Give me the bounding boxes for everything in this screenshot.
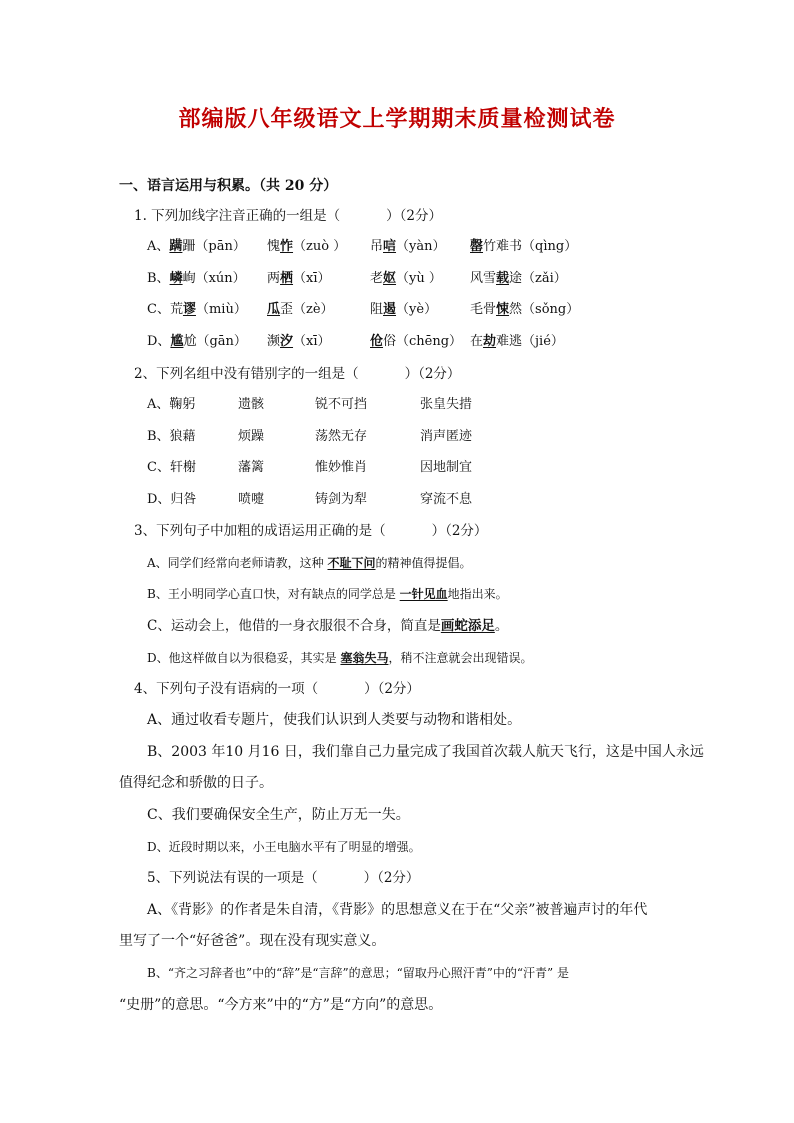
option-text: 毛骨: [470, 302, 497, 317]
option-text: C、荒: [147, 302, 183, 317]
question-1-option-item: [370, 333, 462, 351]
underlined-character: 悚: [496, 302, 510, 317]
option-text: 风雪: [470, 271, 497, 286]
option-text: ，稍不注意就会出现错误。: [388, 651, 533, 665]
question-1-option-item: [147, 270, 246, 288]
underlined-character: 罄: [470, 239, 484, 254]
option-text: 吊: [370, 239, 384, 254]
option-text: （xī）: [293, 334, 331, 349]
question-2-option-item: C、轩榭: [147, 460, 196, 475]
question-3-option: [147, 649, 532, 667]
option-text: 愧: [267, 239, 281, 254]
option-text: 难逃（jié）: [496, 334, 564, 349]
option-text: C、运动会上，他借的一身衣服很不合身，简直是: [147, 618, 441, 634]
question-2-option-item: A、鞠躬: [147, 397, 196, 412]
question-4-text: 4、下列句子没有语病的一项（: [134, 681, 319, 697]
underlined-character: 栖: [280, 271, 294, 286]
option-text: A、: [147, 239, 170, 254]
option-text: 跚（pān）: [182, 239, 246, 254]
question-3-option: [147, 554, 472, 572]
question-1-option-item: [267, 238, 346, 256]
underlined-character: 伧: [370, 334, 384, 349]
question-2-stem: [134, 365, 460, 383]
option-text: 地指出来。: [447, 587, 508, 601]
underlined-character: 载: [496, 271, 510, 286]
option-text: 竹难书（qìng）: [483, 239, 578, 254]
option-text: 尬（gān）: [183, 334, 247, 349]
option-text: D、: [147, 334, 171, 349]
question-1-option-item: [267, 301, 334, 319]
question-4-option-b: B、2003 年10 月16 日，我们靠自己力量完成了我国首次载人航天飞行，这是中国人永远: [147, 744, 704, 760]
option-text: 濒: [267, 334, 281, 349]
underlined-character: 谬: [182, 302, 196, 317]
option-text: A、同学们经常向老师请教，这种: [147, 556, 328, 570]
question-1-option-item: [470, 238, 577, 256]
question-4-option-c: C、我们要确保安全生产，防止万无一失。: [147, 807, 410, 823]
option-text: （yàn）: [396, 239, 446, 254]
underlined-character: 汐: [280, 334, 294, 349]
bold-idiom: 一针见血: [399, 587, 448, 601]
option-text: 峋（xún）: [182, 271, 246, 286]
page-title: 部编版八年级语文上学期期末质量检测试卷: [178, 106, 616, 132]
question-2-option-item: D、归咎: [147, 492, 197, 507]
question-2-option-item: 喷嚏: [238, 492, 265, 507]
section-heading: 一、语言运用与积累。（共 20 分）: [119, 178, 338, 194]
option-text: 两: [267, 271, 281, 286]
question-1-option-item: [267, 270, 331, 288]
question-1-option-item: [470, 270, 567, 288]
question-3-stem: [134, 522, 487, 540]
question-1-text: 1. 下列加线字注音正确的一组是（: [134, 208, 341, 224]
question-2-score: ）（2分）: [404, 366, 461, 382]
question-1-option-item: [370, 238, 446, 256]
question-3-option: [147, 617, 508, 635]
question-4-score: ）（2分）: [364, 681, 420, 697]
option-text: B、王小明同学心直口快，对有缺点的同学总是: [147, 587, 400, 601]
question-1-option-item: [147, 333, 247, 351]
question-5-option-b-cont: “史册”的意思。“今方来”中的“方”是“方向”的意思。: [119, 997, 443, 1013]
underlined-character: 怍: [280, 239, 294, 254]
question-2-option-item: 消声匿迹: [420, 429, 473, 444]
underlined-character: 瓜: [267, 302, 281, 317]
option-text: 。: [494, 618, 509, 634]
question-4-stem: [134, 680, 420, 698]
question-1-option-item: [470, 301, 579, 319]
option-text: （xī）: [293, 271, 331, 286]
question-1-option-item: [470, 333, 564, 351]
question-1-option-item: [147, 301, 247, 319]
question-3-score: ）（2分）: [431, 523, 488, 539]
option-text: （yù ）: [396, 271, 442, 286]
underlined-character: 尴: [170, 334, 184, 349]
option-text: 在: [470, 334, 484, 349]
option-text: （miù）: [195, 302, 247, 317]
question-5-score: ）（2分）: [363, 870, 420, 886]
underlined-character: 遏: [383, 302, 397, 317]
question-3-option: [147, 585, 508, 603]
option-text: 然（sǒng）: [509, 302, 580, 317]
question-2-option-item: 荡然无存: [315, 429, 368, 444]
option-text: D、他这样做自以为很稳妥，其实是: [147, 651, 341, 665]
underlined-character: 唁: [383, 239, 397, 254]
question-5-option-a: A、《背影》的作者是朱自清，《背影》的思想意义在于在“父亲”被普遍声讨的年代: [147, 902, 648, 918]
option-text: 的精神值得提倡。: [375, 556, 472, 570]
option-text: 歪（zè）: [280, 302, 334, 317]
question-2-option-item: B、狼藉: [147, 429, 196, 444]
option-text: 俗（chēng）: [383, 334, 463, 349]
option-text: 老: [370, 271, 384, 286]
question-2-option-item: 惟妙惟肖: [315, 460, 368, 475]
question-5-option-b: B、“齐之习辞者也”中的“辞”是“言辞”的意思；“留取丹心照汗青”中的“汗青” 是: [147, 966, 569, 980]
question-5-text: 5、下列说法有误的一项是（: [147, 870, 318, 886]
bold-idiom: 不耻下问: [327, 556, 376, 570]
question-2-option-item: 穿流不息: [420, 492, 473, 507]
question-2-option-item: 遗骸: [238, 397, 265, 412]
question-1-option-item: [147, 238, 246, 256]
option-text: （yè）: [396, 302, 438, 317]
question-1-option-item: [370, 301, 437, 319]
question-4-option-d: D、近段时期以来，小王电脑水平有了明显的增强。: [147, 840, 421, 854]
question-1-option-item: [370, 270, 442, 288]
question-1-score: ）（2分）: [386, 208, 443, 224]
question-1-option-item: [267, 333, 331, 351]
question-1-stem: [134, 207, 442, 225]
underlined-character: 劫: [483, 334, 497, 349]
question-3-text: 3、下列句子中加粗的成语运用正确的是（: [134, 523, 386, 539]
option-text: B、: [147, 271, 170, 286]
underlined-character: 嶙: [169, 271, 183, 286]
underlined-character: 蹒: [169, 239, 183, 254]
option-text: 途（zǎi）: [509, 271, 567, 286]
question-2-option-item: 藩篱: [238, 460, 265, 475]
question-2-text: 2、下列名组中没有错别字的一组是（: [134, 366, 359, 382]
question-5-option-a-cont: 里写了一个“好爸爸”。现在没有现实意义。: [119, 933, 386, 949]
question-5-stem: [147, 869, 419, 887]
bold-idiom: 塞翁失马: [340, 651, 389, 665]
option-text: （zuò ）: [293, 239, 347, 254]
question-2-option-item: 锐不可挡: [315, 397, 368, 412]
question-2-option-item: 张皇失措: [420, 397, 473, 412]
question-4-option-a: A、通过收看专题片，使我们认识到人类要与动物和谐相处。: [147, 712, 522, 728]
question-2-option-item: 铸剑为犁: [315, 492, 368, 507]
question-2-option-item: 烦躁: [238, 429, 265, 444]
question-4-option-b-cont: 值得纪念和骄傲的日子。: [119, 775, 273, 791]
option-text: 阻: [370, 302, 384, 317]
bold-idiom: 画蛇添足: [440, 618, 495, 634]
question-2-option-item: 因地制宜: [420, 460, 473, 475]
underlined-character: 妪: [383, 271, 397, 286]
